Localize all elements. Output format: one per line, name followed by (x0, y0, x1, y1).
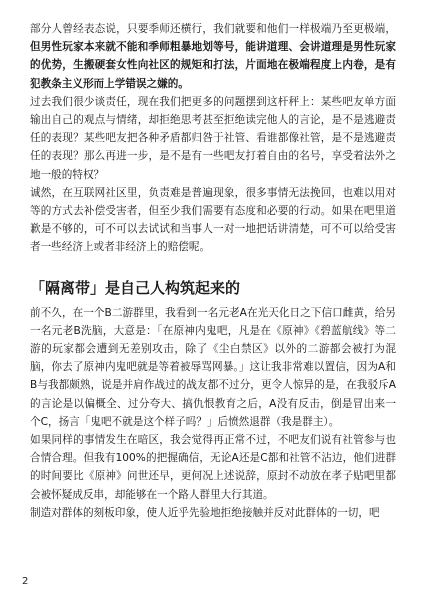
paragraph-5: 如果同样的事情发生在暗区，我会觉得再正常不过，不吧友们说有社管参与也合情合理。但我有100%的把握确信，无论A还是C都和社管不沾边，他们进群的时间要比《原神》问世还早，更何况上述说辞，原封不动放在孝子贴吧里都会被怀疑成反串，却能够在一个路人群里大行其道。 (30, 434, 396, 501)
paragraph-6: 制造对群体的刻板印象，使人近乎先验地拒绝接触并反对此群体的一切，吧 (30, 506, 380, 519)
paragraph-1-normal: 部分人曾经表态说，只要季师还横行，我们就要和他们一样极端乃至更极端， (30, 23, 396, 35)
document-page (30, 20, 396, 522)
paragraph-2: 过去我们很少谈责任，现在我们把更多的问题摆到这杆秤上：某些吧友单方面输出自己的观点与情绪，却拒绝思考甚至拒绝读完他人的言论，是不是逃避责任的表现？某些吧友把各种矛盾都归咎于社管、看谁都像社管，是不是逃避责任的表现？那么再进一步，是不是有一些吧友打着自由的名号，享受着法外之地一般的特权？ (30, 95, 396, 181)
paragraph-3: 诚然，在互联网社区里，负责难是普遍现象，很多事情无法挽回，也难以用对等的方式去补偿受害者，但至少我们需要有态度和必要的行动。如果在吧里道歉是不够的，可不可以去试试和当事人一对一地把话讲清楚，可不可以给受害者一些经济上或者非经济上的赔偿呢。 (30, 186, 396, 254)
page-number: 2 (22, 576, 29, 587)
paragraph-4: 前不久，在一个B二游群里，我看到一名元老A在光天化日之下信口雌黄，给另一名元老B洗脑，大意是：「在原神内鬼吧，凡是在《原神》《碧蓝航线》等二游的玩家都会遭到无差别攻击，除了《尘白禁区》以外的二游都会被打为混脑，你去了原神内鬼吧就是等着被辱骂网暴。」这让我非常难以置信，因为A和B与我都颇熟，说是并肩作战过的战友都不过分，更令人惊异的是，在我驳斥A的言论是以偏概全、过分夸大、搞仇恨教育之后，A没有反击，倒是冒出来一个C，扬言「鬼吧不就是这个样子吗？」后愤然退群（我是群主）。 (30, 306, 396, 428)
section-heading: 「隔离带」是自己人构筑起来的 (30, 278, 241, 297)
paragraph-1-bold: 但男性玩家本来就不能和季师粗暴地划等号，能讲道理、会讲道理是男性玩家的优势，生搬硬套女性向社区的规矩和打法，片面地在极端程度上内卷，是有犯教条主义形而上学错误之嫌的。 (30, 41, 396, 90)
paragraph-1 (30, 20, 396, 93)
